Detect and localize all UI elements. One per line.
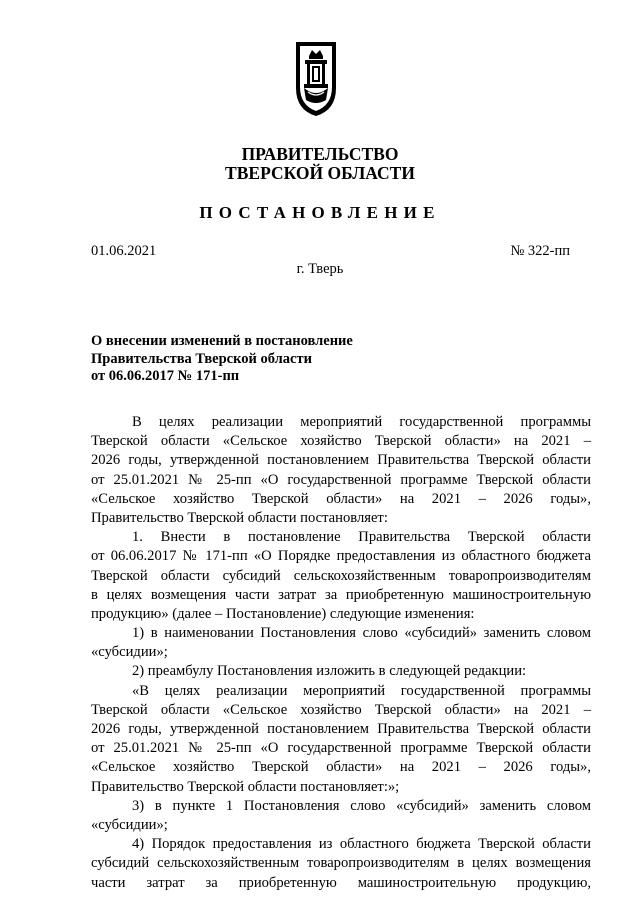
body-line: субсидий сельскохозяйственным товаропроизводителям в целях возмещения [91, 855, 591, 872]
document-city: г. Тверь [296, 261, 344, 277]
body-line: в целях возмещения части затрат за приобретенную машиностроительную [91, 586, 591, 603]
document-body [91, 413, 591, 893]
body-line: Правительство Тверской области постановляет:»; [91, 778, 400, 795]
body-line: В целях реализации мероприятий государственной программы [132, 414, 591, 430]
body-line: 1. Внести в постановление Правительства Тверской области [132, 529, 591, 546]
body-line: от 25.01.2021 № 25-пп «О государственной программе Тверской области [91, 471, 591, 488]
document-type: ПОСТАНОВЛЕНИЕ [199, 203, 441, 222]
document-number: № 322-пп [510, 243, 570, 259]
body-line: 4) Порядок предоставления из областного бюджета Тверской области [132, 836, 591, 853]
body-line: 3) в пункте 1 Постановления слово «субсидий» заменить словом [132, 797, 591, 814]
subject-line: О внесении изменений в постановление [91, 333, 353, 349]
body-line: «В целях реализации мероприятий государственной программы [132, 682, 591, 699]
body-line: «Сельское хозяйство Тверской области» на 2021 – 2026 годы», [91, 490, 591, 507]
body-line: Правительство Тверской области постановляет: [91, 509, 388, 526]
body-line: 2) преамбулу Постановления изложить в следующей редакции: [132, 663, 527, 680]
body-line: от 06.06.2017 № 171-пп «О Порядке предоставления из областного бюджета [91, 548, 591, 565]
body-line: 2026 годы, утвержденной постановлением Правительства Тверской области [91, 452, 591, 469]
body-line: «субсидии»; [91, 644, 168, 661]
body-line: «субсидии»; [91, 816, 168, 833]
body-line: от 25.01.2021 № 25-пп «О государственной программе Тверской области [91, 740, 591, 757]
body-line: Тверской области субсидий сельскохозяйственным товаропроизводителям [91, 567, 591, 584]
subject-line: от 06.06.2017 № 171-пп [91, 368, 240, 384]
body-line: Тверской области «Сельское хозяйство Тверской области» на 2021 – [91, 701, 591, 718]
government-title-line2: ТВЕРСКОЙ ОБЛАСТИ [225, 163, 415, 183]
body-line: части затрат за приобретенную машиностроительную продукцию, [91, 874, 591, 891]
government-title-line1: ПРАВИТЕЛЬСТВО [241, 144, 399, 164]
body-line: продукцию» (далее – Постановление) следующие изменения: [91, 605, 475, 622]
document-subject [91, 333, 411, 386]
coat-of-arms-icon [292, 40, 340, 118]
body-line: 1) в наименовании Постановления слово «субсидий» заменить словом [132, 625, 591, 642]
body-line: 2026 годы, утвержденной постановлением Правительства Тверской области [91, 721, 591, 737]
document-date: 01.06.2021 [91, 243, 157, 259]
subject-line: Правительства Тверской области [91, 350, 312, 367]
body-line: Тверской области «Сельское хозяйство Тверской области» на 2021 – [91, 433, 591, 450]
body-line: «Сельское хозяйство Тверской области» на 2021 – 2026 годы», [91, 759, 591, 776]
